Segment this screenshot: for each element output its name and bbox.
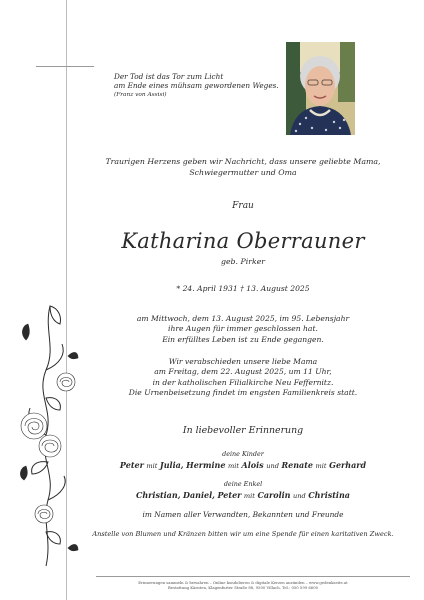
children-names [72,460,414,470]
birth-name: geb. Pirker [220,257,266,266]
spouse-name: Gerhard [329,460,367,470]
death-notice [72,314,414,345]
funeral-info [72,357,414,399]
portrait-photo [286,42,355,135]
partner-name: Carolin [257,490,291,500]
funeral-line: in der katholischen Filialkirche Neu Feffernitz. [152,377,334,387]
footer-line-2: Bestattung Kärnten, Klagenfurter Straße 88, 9500 Villach, Tel.: 050 599 6600 [167,585,319,590]
spouse-name: Alois [241,460,264,470]
quote-source: (Franz von Assisi) [114,91,167,98]
intro-line-2: Schwiegermutter und Oma [189,168,297,177]
footer-divider [96,576,410,577]
connector: mit [243,492,255,500]
grandchildren-label: deine Enkel [223,480,263,488]
child-name: Renate [281,460,313,470]
death-notice-line: Ein erfülltes Leben ist zu Ende gegangen. [162,334,324,344]
quote-block [114,72,290,100]
connector: mit [146,462,158,470]
funeral-line: am Freitag, dem 22. August 2025, um 11 Uhr, [154,367,332,377]
connector: mit [227,462,239,470]
deceased-name: Katharina Oberrauner [121,229,365,253]
grandchild-name: Christina [308,490,350,500]
separator: , [180,460,184,470]
separator: , [177,490,181,500]
connector: mit [315,462,327,470]
quote-line-1: Der Tod ist das Tor zum Licht [114,72,224,81]
intro-line-1: Traurigen Herzens geben wir Nachricht, dass unsere geliebte Mama, [105,157,381,166]
grandchild-name: Peter [217,490,242,500]
grandchild-name: Daniel [183,490,213,500]
grandchild-name: Christian [136,490,178,500]
memory-heading: In liebevoller Erinnerung [182,425,304,436]
life-dates: * 24. April 1931 † 13. August 2025 [176,284,310,293]
spouse-name: Julia [159,460,181,470]
death-notice-line: ihre Augen für immer geschlossen hat. [168,324,318,334]
donation-request: Anstelle von Blumen und Kränzen bitten wir um eine Spende für einen karitativen Zweck. [92,530,394,538]
border-horizontal-line [36,66,94,67]
death-notice-line: am Mittwoch, dem 13. August 2025, im 95. Lebensjahr [136,314,350,323]
intro-text [72,156,414,178]
quote-line-2: am Ende eines mühsam gewordenen Weges. [114,81,279,91]
child-name: Peter [119,460,144,470]
separator: , [212,490,215,500]
funeral-line: Die Urnenbeisetzung findet im engsten Familienkreis statt. [128,388,358,398]
funeral-line: Wir verabschieden unsere liebe Mama [168,357,318,366]
child-name: Hermine [186,460,226,470]
rose-vine-ornament [16,300,88,570]
footer-line-1: Erinnerungen sammeln & bewahren – Online kondolieren & digitale Kerzen anzünden – www.gedenkseite.at [138,580,348,585]
connector: und [266,462,279,470]
children-label: deine Kinder [222,450,264,458]
others-line: im Namen aller Verwandten, Bekannten und Freunde [142,510,344,519]
grandchildren-names [72,490,414,500]
connector: und [293,492,306,500]
salutation: Frau [232,201,254,211]
